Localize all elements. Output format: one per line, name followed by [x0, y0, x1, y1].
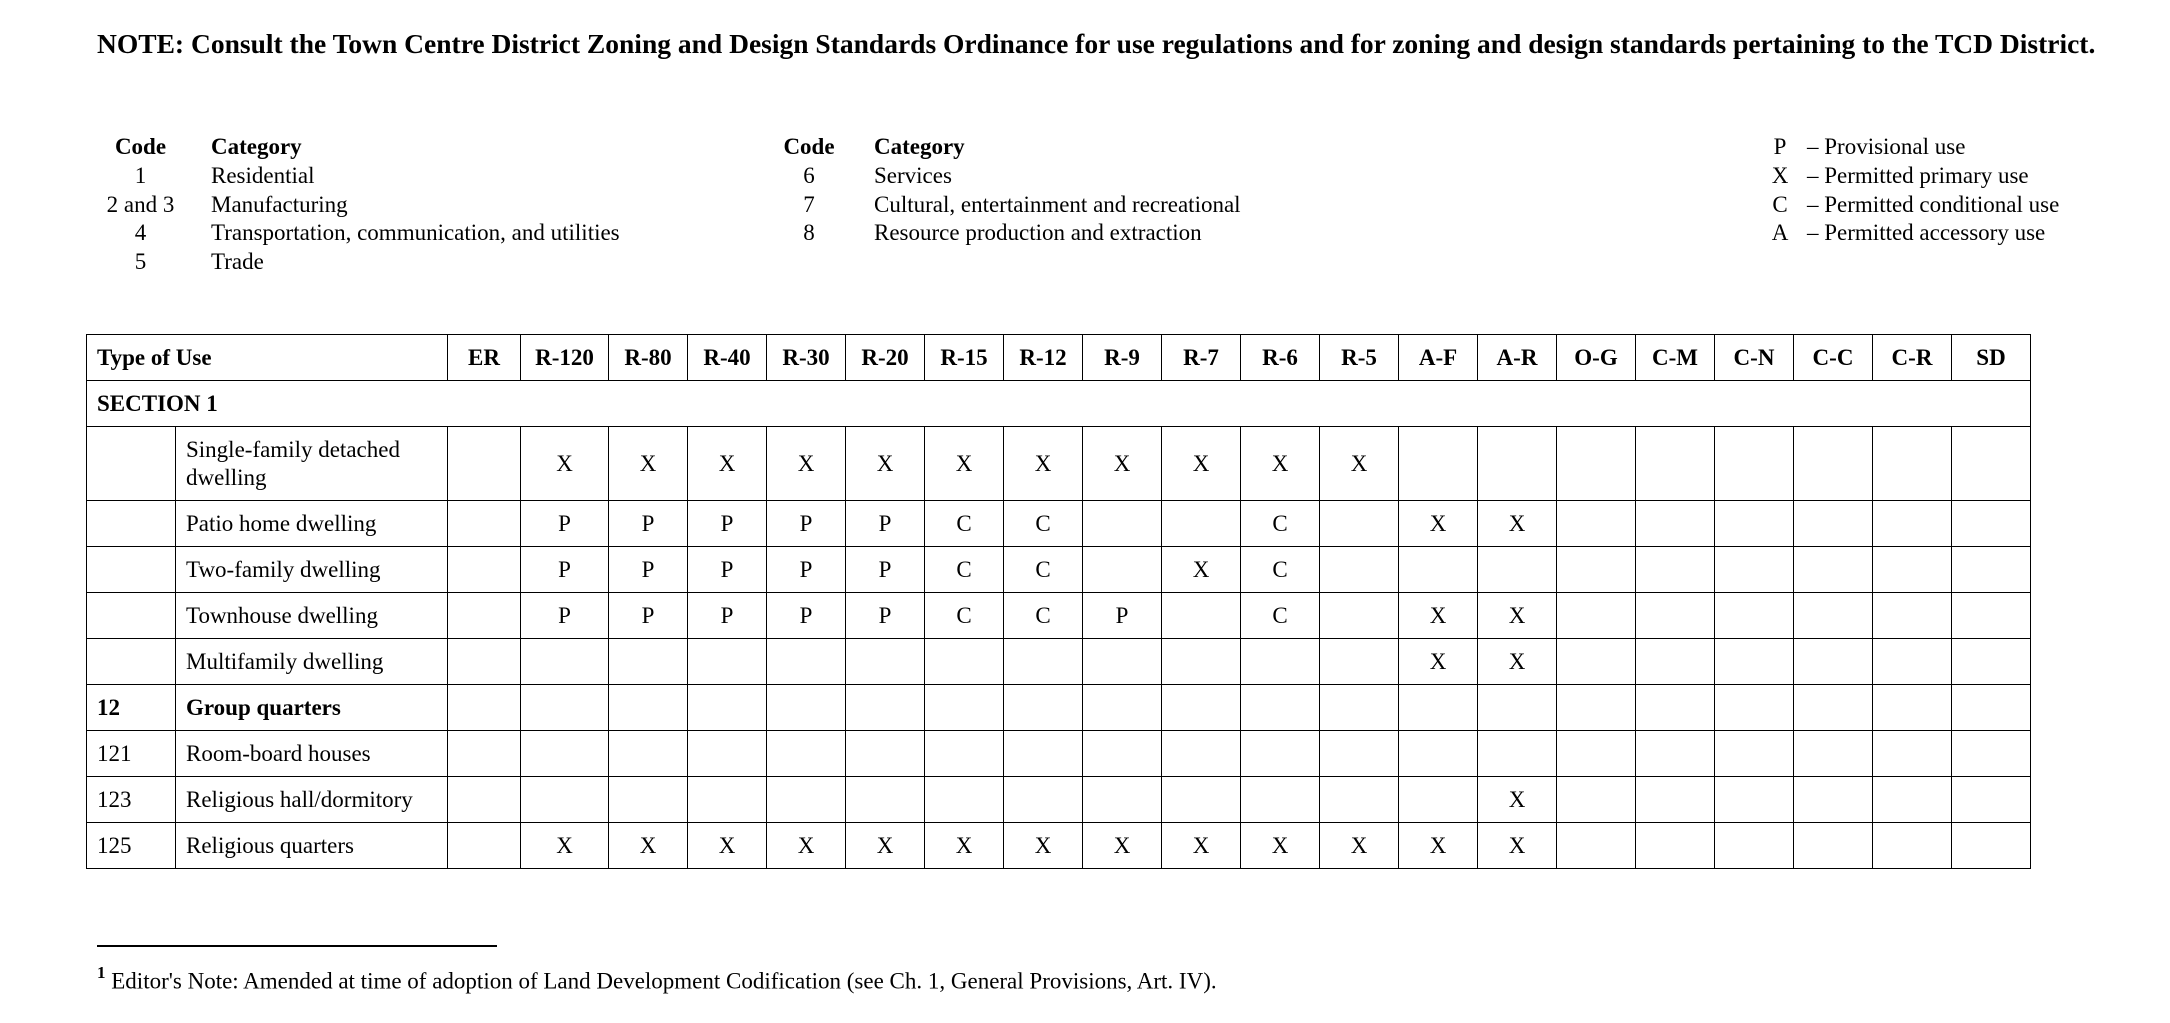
use-permission-cell: [1478, 547, 1557, 593]
use-permission-cell: [1083, 731, 1162, 777]
use-permission-cell: P: [521, 501, 609, 547]
use-permission-cell: [1715, 777, 1794, 823]
use-permission-cell: C: [1241, 501, 1320, 547]
use-permission-cell: X: [1162, 427, 1241, 501]
zone-column-header: R-40: [688, 335, 767, 381]
use-permission-cell: [1241, 685, 1320, 731]
use-permission-cell: [1873, 777, 1952, 823]
zone-column-header: R-6: [1241, 335, 1320, 381]
table-row: [87, 639, 2031, 685]
legend-code-header: Code: [114, 134, 167, 159]
use-permission-cell: X: [688, 427, 767, 501]
legend-category-header: Category: [211, 134, 302, 159]
zone-column-header: O-G: [1557, 335, 1636, 381]
use-permission-cell: [1952, 685, 2031, 731]
zone-column-header: R-20: [846, 335, 925, 381]
use-permission-cell: X: [1399, 593, 1478, 639]
symbol-description: – Permitted accessory use: [1807, 220, 2046, 246]
use-permission-cell: [1636, 823, 1715, 869]
use-permission-cell: C: [1241, 593, 1320, 639]
symbol-letter: P: [1773, 134, 1787, 159]
use-permission-cell: X: [1399, 823, 1478, 869]
use-permission-cell: [448, 547, 521, 593]
table-row: [87, 427, 2031, 501]
use-code: 12: [87, 685, 176, 731]
use-code: [87, 639, 176, 685]
symbol-entry: [1760, 133, 2059, 162]
zone-column-header: R-12: [1004, 335, 1083, 381]
use-permission-cell: X: [1241, 823, 1320, 869]
use-permission-cell: [688, 777, 767, 823]
use-permission-cell: [1557, 547, 1636, 593]
use-permission-cell: [1794, 685, 1873, 731]
symbol-description: – Provisional use: [1807, 134, 1966, 159]
use-permission-cell: [1636, 501, 1715, 547]
zone-column-header: R-7: [1162, 335, 1241, 381]
table-row: [87, 547, 2031, 593]
use-permission-cell: [1794, 823, 1873, 869]
use-type: Religious quarters: [176, 823, 448, 869]
table-header-row: [87, 335, 2031, 381]
use-permission-cell: [1162, 593, 1241, 639]
use-permission-cell: X: [1004, 427, 1083, 501]
legend-entry: [100, 219, 620, 248]
use-permission-cell: [1083, 501, 1162, 547]
use-permission-cell: [1320, 501, 1399, 547]
use-permission-cell: [1083, 685, 1162, 731]
zone-column-header: C-N: [1715, 335, 1794, 381]
use-permission-cell: [1952, 501, 2031, 547]
use-regulations-table: [86, 334, 2031, 869]
use-permission-cell: [1557, 731, 1636, 777]
use-permission-cell: [1873, 639, 1952, 685]
use-permission-cell: [1952, 547, 2031, 593]
use-permission-cell: [1162, 639, 1241, 685]
use-permission-cell: [1952, 731, 2031, 777]
use-permission-cell: [1162, 777, 1241, 823]
table-row: [87, 593, 2031, 639]
use-permission-cell: X: [1004, 823, 1083, 869]
use-permission-cell: [846, 777, 925, 823]
use-permission-cell: [1162, 685, 1241, 731]
use-permission-cell: [1952, 823, 2031, 869]
use-permission-cell: P: [767, 593, 846, 639]
use-permission-cell: [1004, 777, 1083, 823]
use-permission-cell: [1320, 593, 1399, 639]
use-permission-cell: [609, 639, 688, 685]
use-permission-cell: [1873, 501, 1952, 547]
use-permission-cell: [1241, 639, 1320, 685]
use-code: [87, 427, 176, 501]
use-permission-cell: [1873, 731, 1952, 777]
use-permission-cell: [1952, 427, 2031, 501]
table-row: [87, 823, 2031, 869]
use-permission-cell: [1083, 777, 1162, 823]
use-permission-cell: P: [846, 593, 925, 639]
use-permission-cell: [448, 427, 521, 501]
symbol-entry: [1760, 219, 2059, 248]
use-permission-cell: X: [1478, 593, 1557, 639]
symbol-letter: A: [1771, 220, 1789, 246]
use-permission-cell: [1320, 685, 1399, 731]
use-permission-cell: [1241, 777, 1320, 823]
use-permission-cell: [1715, 639, 1794, 685]
footnote: [97, 960, 1217, 997]
section-row: [87, 381, 2031, 427]
use-permission-cell: [1557, 427, 1636, 501]
use-permission-cell: [448, 501, 521, 547]
legend-code: 8: [803, 220, 815, 246]
use-permission-cell: C: [1004, 501, 1083, 547]
use-code: 123: [87, 777, 176, 823]
symbol-description: – Permitted conditional use: [1807, 191, 2060, 217]
use-code: [87, 547, 176, 593]
category-legend-middle: [779, 133, 1241, 248]
use-permission-cell: X: [1162, 547, 1241, 593]
symbol-legend: [1760, 133, 2059, 248]
use-permission-cell: [1636, 427, 1715, 501]
use-permission-cell: P: [688, 501, 767, 547]
use-permission-cell: X: [1320, 427, 1399, 501]
table-row: [87, 501, 2031, 547]
use-permission-cell: [1715, 501, 1794, 547]
use-permission-cell: X: [521, 823, 609, 869]
use-permission-cell: X: [609, 427, 688, 501]
use-permission-cell: X: [1083, 427, 1162, 501]
use-permission-cell: P: [688, 547, 767, 593]
use-permission-cell: [1952, 639, 2031, 685]
zone-column-header: R-30: [767, 335, 846, 381]
zone-column-header: R-80: [609, 335, 688, 381]
use-permission-cell: X: [1399, 639, 1478, 685]
use-permission-cell: [1478, 731, 1557, 777]
use-permission-cell: P: [521, 593, 609, 639]
use-permission-cell: [448, 823, 521, 869]
use-permission-cell: [448, 639, 521, 685]
use-permission-cell: [1162, 501, 1241, 547]
use-permission-cell: [1794, 777, 1873, 823]
use-permission-cell: [609, 685, 688, 731]
legend-entry: [779, 191, 1241, 220]
legend-code: 4: [134, 220, 147, 246]
use-permission-cell: [1715, 547, 1794, 593]
use-permission-cell: C: [1241, 547, 1320, 593]
use-permission-cell: [1557, 823, 1636, 869]
legend-category: Manufacturing: [211, 191, 348, 217]
use-permission-cell: [1241, 731, 1320, 777]
use-permission-cell: [925, 685, 1004, 731]
legend-code: 1: [134, 162, 147, 188]
legend-entry: [100, 162, 620, 191]
use-permission-cell: [1399, 731, 1478, 777]
use-permission-cell: [609, 777, 688, 823]
use-permission-cell: X: [1478, 777, 1557, 823]
use-permission-cell: [448, 731, 521, 777]
use-permission-cell: [1873, 685, 1952, 731]
legend-category: Transportation, communication, and utilities: [211, 220, 620, 246]
legend-entry: [100, 191, 620, 220]
legend-category: Resource production and extraction: [874, 220, 1202, 246]
zone-column-header: C-R: [1873, 335, 1952, 381]
use-permission-cell: X: [521, 427, 609, 501]
use-permission-cell: [925, 777, 1004, 823]
use-permission-cell: [1636, 685, 1715, 731]
use-permission-cell: [1557, 777, 1636, 823]
table-row: [87, 777, 2031, 823]
symbol-entry: [1760, 191, 2059, 220]
use-permission-cell: [1636, 547, 1715, 593]
symbol-description: – Permitted primary use: [1807, 162, 2029, 188]
use-permission-cell: [521, 639, 609, 685]
use-permission-cell: P: [609, 593, 688, 639]
use-permission-cell: [1873, 547, 1952, 593]
legend-code: 5: [134, 249, 147, 275]
type-of-use-header: Type of Use: [87, 335, 448, 381]
legend-category-header: Category: [874, 134, 965, 159]
use-type: Single-family detached dwelling: [176, 427, 448, 501]
use-permission-cell: [1004, 731, 1083, 777]
use-code: 125: [87, 823, 176, 869]
use-permission-cell: [1636, 593, 1715, 639]
use-permission-cell: C: [925, 547, 1004, 593]
use-permission-cell: [1715, 685, 1794, 731]
zone-column-header: C-M: [1636, 335, 1715, 381]
use-permission-cell: [521, 777, 609, 823]
use-permission-cell: [521, 685, 609, 731]
use-permission-cell: [1952, 777, 2031, 823]
use-permission-cell: X: [1478, 639, 1557, 685]
use-permission-cell: [1478, 427, 1557, 501]
use-permission-cell: [688, 639, 767, 685]
use-permission-cell: [1399, 547, 1478, 593]
use-permission-cell: [609, 731, 688, 777]
use-permission-cell: [1636, 639, 1715, 685]
use-permission-cell: [688, 731, 767, 777]
use-permission-cell: P: [1083, 593, 1162, 639]
footnote-marker: 1: [97, 963, 106, 982]
use-permission-cell: [1557, 639, 1636, 685]
use-permission-cell: [1952, 593, 2031, 639]
use-permission-cell: [1004, 639, 1083, 685]
use-permission-cell: X: [846, 427, 925, 501]
use-permission-cell: X: [767, 427, 846, 501]
use-permission-cell: [767, 731, 846, 777]
footnote-divider: [97, 945, 497, 947]
use-type: Religious hall/dormitory: [176, 777, 448, 823]
use-type: Room-board houses: [176, 731, 448, 777]
use-permission-cell: C: [925, 501, 1004, 547]
section-label: SECTION 1: [87, 381, 2031, 427]
use-permission-cell: [1557, 593, 1636, 639]
use-type: Multifamily dwelling: [176, 639, 448, 685]
use-permission-cell: P: [521, 547, 609, 593]
use-permission-cell: P: [609, 547, 688, 593]
use-permission-cell: [846, 731, 925, 777]
use-permission-cell: [1794, 593, 1873, 639]
use-permission-cell: [688, 685, 767, 731]
use-permission-cell: [1794, 639, 1873, 685]
use-permission-cell: X: [846, 823, 925, 869]
use-permission-cell: [1715, 823, 1794, 869]
zone-column-header: C-C: [1794, 335, 1873, 381]
use-permission-cell: [1873, 593, 1952, 639]
use-permission-cell: [1320, 777, 1399, 823]
use-permission-cell: P: [767, 501, 846, 547]
legend-category: Services: [874, 162, 952, 188]
zone-column-header: R-120: [521, 335, 609, 381]
legend-category: Trade: [211, 249, 264, 275]
use-permission-cell: [1320, 731, 1399, 777]
use-permission-cell: X: [925, 823, 1004, 869]
use-permission-cell: X: [1241, 427, 1320, 501]
zone-column-header: R-9: [1083, 335, 1162, 381]
ordinance-note: NOTE: Consult the Town Centre District Zoning and Design Standards Ordinance for use regulations and for zoning and design standards pertaining to the TCD District.: [97, 28, 2096, 59]
use-permission-cell: [1083, 547, 1162, 593]
legend-entry: [779, 219, 1241, 248]
use-permission-cell: [1794, 731, 1873, 777]
use-permission-cell: [1715, 731, 1794, 777]
legend-code: 6: [803, 162, 815, 188]
use-type: Two-family dwelling: [176, 547, 448, 593]
use-code: [87, 501, 176, 547]
use-permission-cell: X: [609, 823, 688, 869]
legend-category: Residential: [211, 162, 315, 188]
use-permission-cell: [1715, 427, 1794, 501]
use-permission-cell: [1478, 685, 1557, 731]
zone-column-header: ER: [448, 335, 521, 381]
use-permission-cell: [767, 685, 846, 731]
use-permission-cell: [1715, 593, 1794, 639]
use-code: [87, 593, 176, 639]
use-permission-cell: X: [1399, 501, 1478, 547]
use-permission-cell: [1320, 547, 1399, 593]
use-permission-cell: X: [1478, 823, 1557, 869]
use-permission-cell: [1399, 685, 1478, 731]
use-permission-cell: [1399, 427, 1478, 501]
legend-code: 2 and 3: [106, 191, 175, 217]
use-permission-cell: P: [609, 501, 688, 547]
symbol-letter: C: [1772, 191, 1788, 217]
use-permission-cell: [448, 593, 521, 639]
use-permission-cell: [1399, 777, 1478, 823]
use-type: Patio home dwelling: [176, 501, 448, 547]
use-permission-cell: [1873, 427, 1952, 501]
use-permission-cell: [448, 777, 521, 823]
use-permission-cell: [1794, 427, 1873, 501]
table-row: [87, 731, 2031, 777]
use-permission-cell: P: [846, 501, 925, 547]
use-permission-cell: [846, 639, 925, 685]
use-permission-cell: [448, 685, 521, 731]
use-type: Group quarters: [176, 685, 448, 731]
zone-column-header: SD: [1952, 335, 2031, 381]
use-permission-cell: C: [925, 593, 1004, 639]
use-permission-cell: C: [1004, 593, 1083, 639]
use-permission-cell: P: [846, 547, 925, 593]
legend-entry: [779, 162, 1241, 191]
use-permission-cell: [1557, 685, 1636, 731]
use-permission-cell: [1004, 685, 1083, 731]
use-code: 121: [87, 731, 176, 777]
use-type: Townhouse dwelling: [176, 593, 448, 639]
zone-column-header: R-15: [925, 335, 1004, 381]
zone-column-header: A-R: [1478, 335, 1557, 381]
use-permission-cell: [925, 731, 1004, 777]
use-permission-cell: X: [1162, 823, 1241, 869]
use-permission-cell: P: [767, 547, 846, 593]
use-permission-cell: X: [1320, 823, 1399, 869]
use-permission-cell: [846, 685, 925, 731]
legend-code: 7: [803, 191, 815, 217]
use-permission-cell: X: [767, 823, 846, 869]
use-permission-cell: [925, 639, 1004, 685]
footnote-text: Editor's Note: Amended at time of adoption of Land Development Codification (see Ch. 1, General Provisions, Art. IV).: [111, 968, 1217, 994]
legend-category: Cultural, entertainment and recreational: [874, 191, 1241, 217]
use-permission-cell: [767, 639, 846, 685]
symbol-letter: X: [1771, 162, 1789, 188]
table-row: [87, 685, 2031, 731]
symbol-entry: [1760, 162, 2059, 191]
category-legend-left: [100, 133, 620, 277]
use-permission-cell: [521, 731, 609, 777]
zone-column-header: A-F: [1399, 335, 1478, 381]
use-permission-cell: [1636, 731, 1715, 777]
use-permission-cell: [1873, 823, 1952, 869]
use-permission-cell: [1083, 639, 1162, 685]
legend-code-header: Code: [783, 134, 835, 159]
use-permission-cell: [767, 777, 846, 823]
use-permission-cell: [1162, 731, 1241, 777]
use-permission-cell: X: [688, 823, 767, 869]
use-permission-cell: [1794, 547, 1873, 593]
use-permission-cell: C: [1004, 547, 1083, 593]
use-permission-cell: [1557, 501, 1636, 547]
use-permission-cell: [1794, 501, 1873, 547]
use-permission-cell: X: [1478, 501, 1557, 547]
use-permission-cell: X: [925, 427, 1004, 501]
use-permission-cell: [1636, 777, 1715, 823]
legend-entry: [100, 248, 620, 277]
use-permission-cell: X: [1083, 823, 1162, 869]
zone-column-header: R-5: [1320, 335, 1399, 381]
use-permission-cell: P: [688, 593, 767, 639]
use-permission-cell: [1320, 639, 1399, 685]
